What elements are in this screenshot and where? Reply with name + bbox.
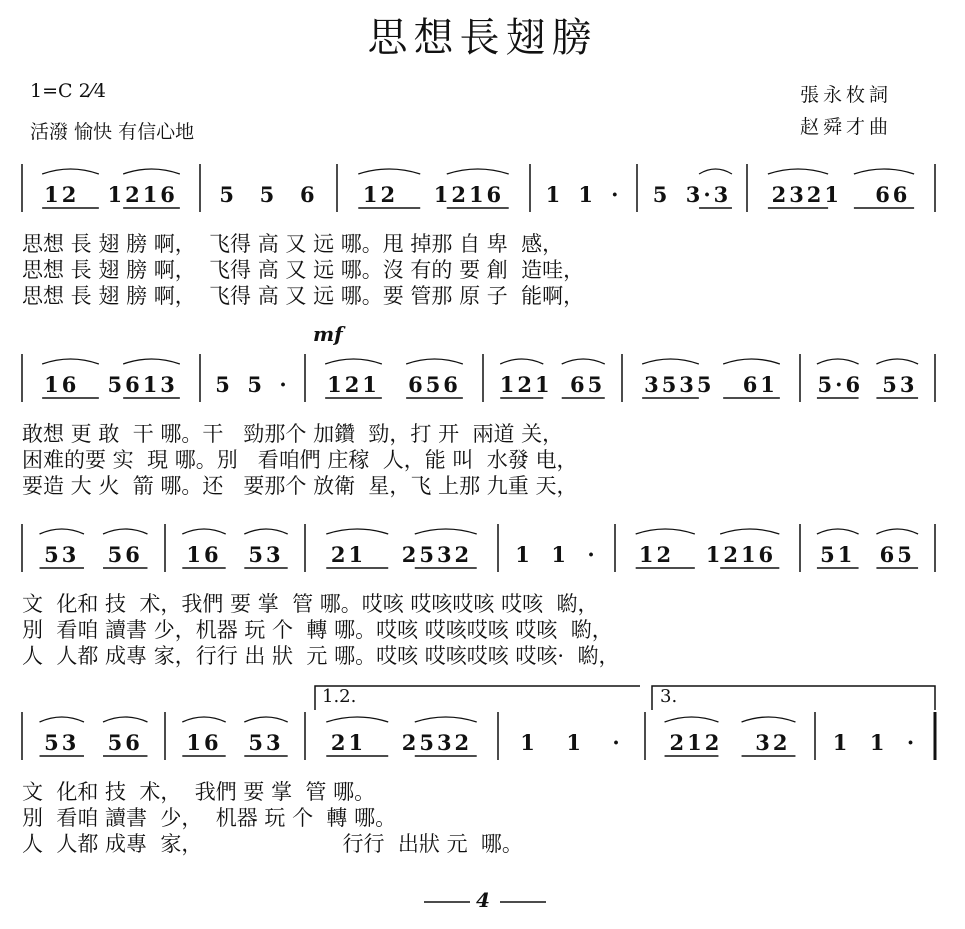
note-group: 212 xyxy=(669,730,723,755)
slur xyxy=(415,529,477,534)
slur xyxy=(123,359,180,364)
note-group: 5·6 xyxy=(817,372,864,397)
note-group: 1 xyxy=(832,730,851,755)
slur xyxy=(723,359,780,364)
note-group: 53 xyxy=(248,730,284,755)
note-group: 3·3 xyxy=(685,182,732,207)
slur xyxy=(326,529,388,534)
slur xyxy=(817,529,859,534)
note-group: 5 xyxy=(215,372,233,397)
note-group: 56 xyxy=(107,730,143,755)
slur xyxy=(699,169,732,174)
measure-notes xyxy=(313,372,475,397)
volta-second: 3. xyxy=(660,686,678,707)
note-group: 1 xyxy=(545,182,564,207)
measure-notes xyxy=(755,182,927,207)
slur xyxy=(720,529,779,534)
note-group: 2532 xyxy=(401,730,473,755)
measure-notes xyxy=(313,542,490,567)
note-group: · xyxy=(611,182,622,207)
measure-notes xyxy=(808,372,927,397)
slur xyxy=(103,717,147,722)
note-group: · xyxy=(906,730,918,755)
volta-second-bracket xyxy=(652,686,935,710)
note-group: 5 xyxy=(652,182,671,207)
slur xyxy=(642,359,699,364)
slur xyxy=(500,359,543,364)
lyric-line: 思想 長 翅 膀 啊， 飞得 高 又 远 哪。甩 掉那 自 卑 感， xyxy=(22,232,564,256)
volta-first-bracket xyxy=(315,686,640,710)
note-group: 1216 xyxy=(433,182,505,207)
lyric-line: 敢想 更 敢 干 哪。干 勁那个 加鑽 勁，打 开 兩道 关， xyxy=(22,422,564,446)
slur xyxy=(103,529,147,534)
slur xyxy=(182,529,225,534)
lyric-line: 思想 長 翅 膀 啊， 飞得 高 又 远 哪。要 管那 原 子 能啊， xyxy=(22,284,585,308)
note-group: 656 xyxy=(408,372,461,397)
slur xyxy=(325,359,382,364)
slur xyxy=(40,717,84,722)
slur xyxy=(406,359,463,364)
lyric-line: 困难的要 实 現 哪。別 看咱們 庄稼 人，能 叫 水發 电， xyxy=(22,448,578,472)
measure-notes xyxy=(313,730,490,755)
note-group: 12 xyxy=(638,542,675,567)
note-group: 12 xyxy=(362,182,399,207)
note-group: 65 xyxy=(570,372,606,397)
measure-notes xyxy=(623,542,792,567)
composer-credit: 赵舜才曲 xyxy=(800,116,893,138)
note-group: 5 xyxy=(259,182,278,207)
note-group: 121 xyxy=(499,372,553,397)
note-group: 53 xyxy=(882,372,918,397)
lyric-line: 別 看咱 讀書 少， 机器 玩 个 轉 哪。 xyxy=(22,806,397,830)
lyric-line: 文 化和 技 术， 我們 要 掌 管 哪。 xyxy=(22,780,376,804)
note-group: 21 xyxy=(330,542,367,567)
slur xyxy=(415,717,477,722)
measure-notes xyxy=(30,542,157,567)
slur xyxy=(768,169,828,174)
note-group: 16 xyxy=(186,542,222,567)
measure-notes xyxy=(173,730,297,755)
measure-notes xyxy=(208,182,329,207)
measure-notes xyxy=(345,182,522,207)
note-group: 3535 xyxy=(644,372,715,397)
measure-notes xyxy=(506,730,637,755)
slur xyxy=(854,169,914,174)
note-group: 53 xyxy=(44,542,80,567)
note-group: 1 xyxy=(551,542,569,567)
slur xyxy=(244,717,287,722)
slur xyxy=(447,169,509,174)
note-group: 1 xyxy=(578,182,596,207)
note-group: 1216 xyxy=(705,542,777,567)
note-group: 32 xyxy=(755,730,791,755)
note-group: 6 xyxy=(300,182,318,207)
slur xyxy=(182,717,225,722)
note-group: 1216 xyxy=(107,182,178,207)
measure-notes xyxy=(823,730,927,755)
page-number: 4 xyxy=(476,888,490,912)
note-group: 121 xyxy=(327,372,380,397)
slur xyxy=(817,359,859,364)
note-group: 1 xyxy=(515,542,533,567)
measure-notes xyxy=(630,372,792,397)
measure-notes xyxy=(491,372,614,397)
slur xyxy=(42,359,99,364)
note-group: 16 xyxy=(44,372,80,397)
slur xyxy=(40,529,84,534)
note-group: · xyxy=(279,372,290,397)
lyric-line: 要造 大 火 箭 哪。还 要那个 放衛 星，飞 上那 九重 天， xyxy=(22,474,578,498)
note-group: · xyxy=(587,542,598,567)
volta-first: 1.2. xyxy=(322,686,357,707)
slur xyxy=(358,169,420,174)
slur xyxy=(876,359,918,364)
slur xyxy=(123,169,180,174)
note-group: 2532 xyxy=(401,542,473,567)
measure-notes xyxy=(538,182,629,207)
slur xyxy=(665,717,719,722)
note-group: 21 xyxy=(330,730,367,755)
note-group: 53 xyxy=(44,730,80,755)
note-group: 53 xyxy=(248,542,284,567)
note-group: 1 xyxy=(869,730,888,755)
measure-notes xyxy=(645,182,739,207)
note-group: 65 xyxy=(879,542,915,567)
tempo-marking: 活潑 愉快 有信心地 xyxy=(30,121,195,143)
measure-notes xyxy=(30,182,192,207)
note-group: 5 xyxy=(247,372,265,397)
note-group: 16 xyxy=(186,730,222,755)
note-group: 5 xyxy=(219,182,237,207)
slur xyxy=(636,529,695,534)
lyric-line: 文 化和 技 术，我們 要 掌 管 哪。哎咳 哎咳哎咳 哎咳 喲， xyxy=(22,592,599,616)
note-group: 51 xyxy=(820,542,856,567)
measure-notes xyxy=(506,542,607,567)
note-group: 66 xyxy=(875,182,911,207)
note-group: 5613 xyxy=(107,372,178,397)
slur xyxy=(42,169,99,174)
lyric-line: 人 人都 成專 家， 行行 出狀 元 哪。 xyxy=(22,832,523,856)
lyric-line: 思想 長 翅 膀 啊， 飞得 高 又 远 哪。沒 有的 要 創 造哇， xyxy=(22,258,585,282)
note-group: 2321 xyxy=(771,182,843,207)
slur xyxy=(876,529,918,534)
slur xyxy=(326,717,388,722)
measure-notes xyxy=(653,730,807,755)
measure-notes xyxy=(173,542,297,567)
lyric-line: 別 看咱 讀書 少，机器 玩 个 轉 哪。哎咳 哎咳哎咳 哎咳 喲， xyxy=(22,618,613,642)
lyric-line: 人 人都 成專 家，行行 出 狀 元 哪。哎咳 哎咳哎咳 哎咳· 喲， xyxy=(22,644,620,668)
slur xyxy=(742,717,796,722)
measure-notes xyxy=(808,542,927,567)
note-group: 12 xyxy=(44,182,80,207)
dynamic-mf: mf xyxy=(313,322,343,346)
key-time-signature: 1=C 2⁄4 xyxy=(30,80,106,102)
measure-notes xyxy=(30,730,157,755)
note-group: 1 xyxy=(566,730,584,755)
note-group: 61 xyxy=(742,372,778,397)
measure-notes xyxy=(208,372,297,397)
note-group: 1 xyxy=(520,730,538,755)
note-group: 56 xyxy=(107,542,143,567)
song-title: 思想長翅膀 xyxy=(367,15,598,61)
slur xyxy=(244,529,287,534)
lyricist-credit: 張永枚詞 xyxy=(800,84,893,106)
note-group: · xyxy=(612,730,623,755)
measure-notes xyxy=(30,372,192,397)
slur xyxy=(562,359,605,364)
